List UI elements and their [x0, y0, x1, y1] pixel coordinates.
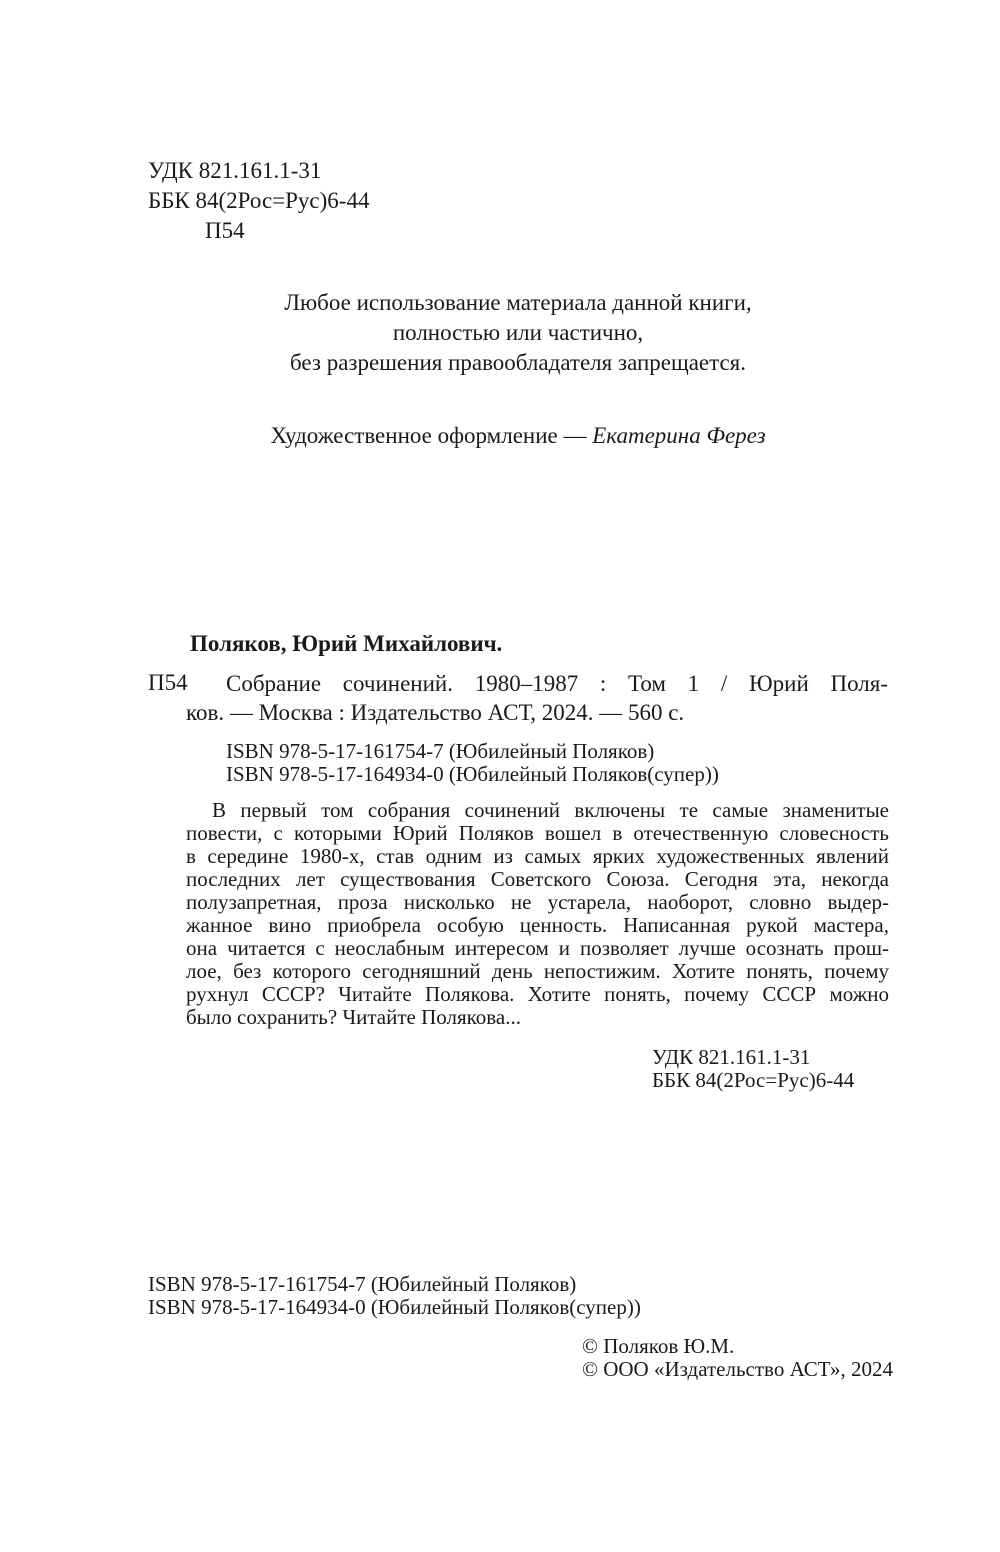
annotation-line: рухнул СССР? Читайте Полякова. Хотите понять, почему СССР можно [186, 982, 889, 1006]
notice-line-3: без разрешения правообладателя запрещается. [289, 350, 746, 375]
notice-line-1: Любое использование материала данной книги, [284, 290, 752, 315]
header-udk: УДК 821.161.1-31 [148, 158, 322, 183]
annotation-line: жанное вино приобрела особую ценность. Написанная рукой мастера, [186, 913, 889, 937]
annotation-line: последних лет существования Советского Союза. Сегодня эта, некогда [186, 867, 889, 891]
header-bbk: ББК 84(2Рос=Рус)6-44 [148, 188, 370, 213]
catalog-bbk: ББК 84(2Рос=Рус)6-44 [652, 1068, 855, 1092]
annotation-line: в середине 1980-х, став одним из самых ярких художественных явлений [186, 844, 889, 868]
catalog-mark: П54 [148, 670, 188, 695]
catalog-udk: УДК 821.161.1-31 [652, 1045, 811, 1069]
copyright-publisher: © ООО «Издательство АСТ», 2024 [582, 1357, 893, 1381]
catalog-annotation [186, 799, 889, 1029]
annotation-line: полузапретная, проза нисколько не устарела, наоборот, словно выдер- [186, 890, 889, 914]
footer-isbn-1: ISBN 978-5-17-161754-7 (Юбилейный Поляков) [148, 1272, 577, 1296]
notice-line-2: полностью или частично, [392, 320, 644, 345]
annotation-line: В первый том собрания сочинений включены те самые знаменитые [212, 798, 889, 822]
annotation-line: лое, без которого сегодняшний день непостижим. Хотите понять, почему [186, 959, 889, 983]
annotation-line: она читается с неослабным интересом и позволяет лучше осознать прош- [186, 936, 889, 960]
design-label: Художественное оформление — [270, 423, 593, 448]
catalog-author: Поляков, Юрий Михайлович. [190, 631, 503, 656]
footer-isbn-2: ISBN 978-5-17-164934-0 (Юбилейный Поляков(супер)) [148, 1295, 641, 1319]
annotation-line: повести, с которыми Юрий Поляков вошел в отечественную словесность [186, 821, 889, 845]
catalog-isbn-1: ISBN 978-5-17-161754-7 (Юбилейный Поляков) [226, 739, 655, 763]
header-author-mark: П54 [205, 218, 245, 243]
catalog-isbn-2: ISBN 978-5-17-164934-0 (Юбилейный Поляков(супер)) [226, 762, 719, 786]
copyright-author: © Поляков Ю.М. [582, 1334, 735, 1358]
design-credit [0, 423, 1000, 449]
catalog-title-line-2: ков. — Москва : Издательство АСТ, 2024. — 560 с. [186, 700, 685, 725]
annotation-line: было сохранить? Читайте Полякова... [186, 1005, 521, 1029]
designer-name: Екатерина Ферез [592, 423, 766, 448]
catalog-title-line-1: Собрание сочинений. 1980–1987 : Том 1 / Юрий Поля- [226, 671, 888, 696]
